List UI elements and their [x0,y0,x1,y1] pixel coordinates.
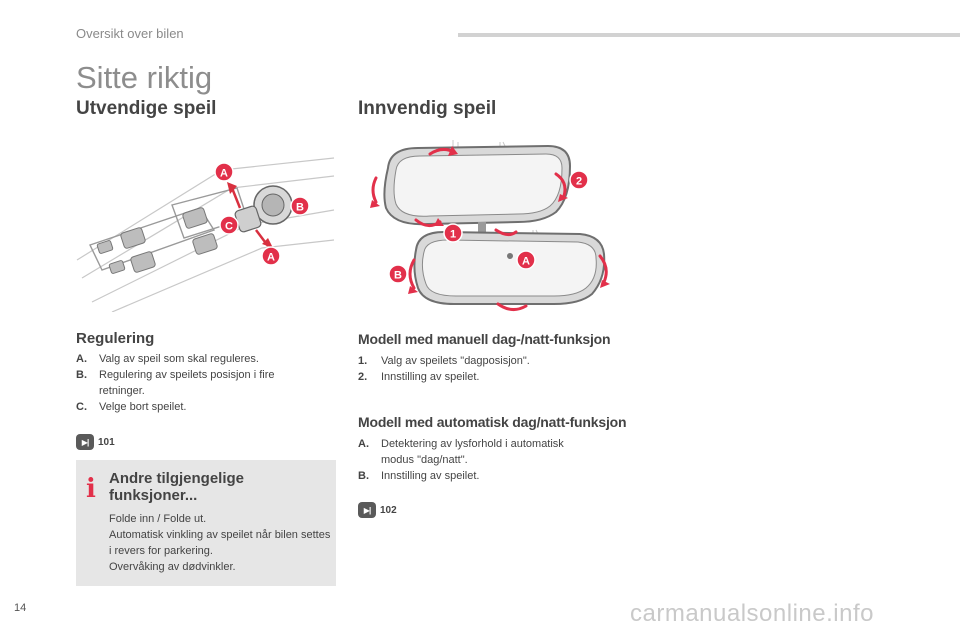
figure-label-a [517,251,535,269]
watermark: carmanualsonline.info [630,600,874,627]
figure-label-b [291,197,309,215]
list-item [76,351,316,367]
svg-text:A: A [220,167,228,180]
page-reference-101[interactable] [76,434,115,450]
interior-mirror-heading: Innvendig speil [358,98,497,119]
info-icon: i [86,474,96,504]
svg-text:A: A [522,255,530,268]
page-ref-icon: ▶| [358,502,376,518]
svg-text:2: 2 [575,175,583,188]
list-item [358,353,618,369]
adjustment-heading: Regulering [76,330,155,347]
header-divider [458,33,960,37]
door-switch-illustration [72,150,342,312]
info-title: Andre tilgjengelige funksjoner... [109,470,245,504]
section-title: Oversikt over bilen [76,26,184,41]
figure-label-b [389,265,407,283]
list-item-key: C. [76,401,87,413]
svg-text:B: B [394,269,402,282]
list-item-key: 1. [358,355,368,367]
page-ref-icon: ▶| [76,434,94,450]
page-reference-102[interactable] [358,502,397,518]
list-item-text: Valg av speil som skal reguleres. [99,353,259,365]
list-item-key: B. [76,369,87,381]
automatic-model-list [358,436,618,484]
figure-label-2 [570,171,588,189]
list-item-key: 2. [358,371,368,383]
manual-model-heading: Modell med manuell dag-/natt-funksjon [358,331,611,347]
page-number: 14 [14,602,27,614]
exterior-mirrors-heading: Utvendige speil [76,98,217,119]
figure-label-a-bottom [262,247,280,265]
info-line: Automatisk vinkling av speilet når bilen settes i revers for parkering. [109,529,331,557]
svg-text:1: 1 [449,228,457,241]
list-item-text: Detektering av lysforhold i automatisk modus "dag/natt". [381,438,564,466]
list-item-text: Innstilling av speilet. [381,470,480,482]
figure-label-1 [444,224,462,242]
page-title: Sitte riktig [76,60,213,95]
automatic-model-heading: Modell med automatisk dag/natt-funksjon [358,414,627,430]
list-item-text: Regulering av speilets posisjon i fire retninger. [99,369,275,397]
list-item [76,399,316,415]
page-ref-number: 102 [380,504,397,516]
info-text [109,511,331,575]
list-item-text: Valg av speilets "dagposisjon". [381,355,530,367]
list-item-text: Velge bort speilet. [99,401,187,413]
list-item [358,369,618,385]
list-item [358,468,618,484]
manual-model-list [358,353,618,385]
list-item [76,367,316,399]
list-item-key: A. [358,438,369,450]
page-ref-number: 101 [98,436,115,448]
figure-label-a-top [215,163,233,181]
list-item-text: Innstilling av speilet. [381,371,480,383]
svg-text:B: B [296,201,304,214]
info-line: Folde inn / Folde ut. [109,513,207,525]
list-item [358,436,618,468]
svg-text:C: C [225,220,233,233]
list-item-key: A. [76,353,87,365]
info-line: Overvåking av dødvinkler. [109,561,236,573]
svg-text:A: A [267,251,275,264]
adjustment-list [76,351,316,415]
list-item-key: B. [358,470,369,482]
interior-mirror-illustration [358,138,628,316]
figure-label-c [220,216,238,234]
